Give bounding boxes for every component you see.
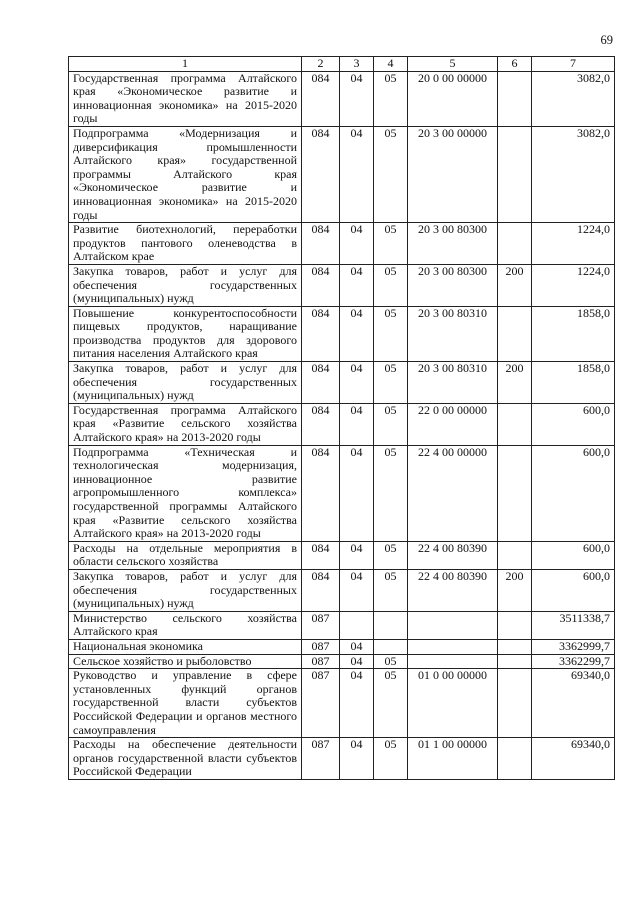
section-cell: 04 xyxy=(340,445,374,541)
row-name-cell: Министерство сельского хозяйства Алтайского края xyxy=(69,611,302,639)
target-article-cell: 22 4 00 80390 xyxy=(408,541,498,569)
row-name-cell: Расходы на обеспечение деятельности органов государственной власти субъектов Российской Федерации xyxy=(69,738,302,780)
target-article-cell xyxy=(408,611,498,639)
subsection-cell: 05 xyxy=(374,223,408,265)
table-row xyxy=(69,403,615,445)
expense-type-cell xyxy=(498,541,532,569)
admin-code-cell: 084 xyxy=(302,362,340,404)
table-body xyxy=(69,71,615,779)
admin-code-cell: 087 xyxy=(302,654,340,669)
admin-code-cell: 087 xyxy=(302,738,340,780)
expense-type-cell xyxy=(498,611,532,639)
target-article-cell: 22 0 00 00000 xyxy=(408,403,498,445)
row-name-cell: Закупка товаров, работ и услуг для обеспечения государственных (муниципальных) нужд xyxy=(69,569,302,611)
expense-type-cell xyxy=(498,403,532,445)
table-row xyxy=(69,223,615,265)
table-row xyxy=(69,126,615,222)
row-name-cell: Подпрограмма «Техническая и технологическая модернизация, инновационное развитие агропромышленного комплекса» государственной программы Алтайского края «Развитие сельского хозяйства Алтайского края» на 2013-2020 годы xyxy=(69,445,302,541)
target-article-cell: 20 0 00 00000 xyxy=(408,71,498,126)
amount-cell: 3082,0 xyxy=(532,126,615,222)
subsection-cell: 05 xyxy=(374,445,408,541)
row-name-cell: Повышение конкурентоспособности пищевых продуктов, наращивание производства продуктов для здорового питания населения Алтайского края xyxy=(69,306,302,361)
subsection-cell: 05 xyxy=(374,541,408,569)
header-cell: 3 xyxy=(340,57,374,72)
amount-cell: 3362299,7 xyxy=(532,654,615,669)
table-row xyxy=(69,445,615,541)
admin-code-cell: 084 xyxy=(302,126,340,222)
amount-cell: 3082,0 xyxy=(532,71,615,126)
expense-type-cell: 200 xyxy=(498,362,532,404)
subsection-cell: 05 xyxy=(374,306,408,361)
table-row xyxy=(69,738,615,780)
amount-cell: 3511338,7 xyxy=(532,611,615,639)
budget-table xyxy=(68,56,615,780)
subsection-cell xyxy=(374,639,408,654)
table-row xyxy=(69,669,615,738)
section-cell: 04 xyxy=(340,71,374,126)
amount-cell: 3362999,7 xyxy=(532,639,615,654)
table-row xyxy=(69,264,615,306)
section-cell: 04 xyxy=(340,669,374,738)
header-cell: 2 xyxy=(302,57,340,72)
target-article-cell: 22 4 00 00000 xyxy=(408,445,498,541)
target-article-cell: 20 3 00 80310 xyxy=(408,362,498,404)
target-article-cell: 20 3 00 80300 xyxy=(408,223,498,265)
subsection-cell: 05 xyxy=(374,362,408,404)
table-row xyxy=(69,611,615,639)
row-name-cell: Руководство и управление в сфере установленных функций органов государственной власти субъектов Российской Федерации и органов местного самоуправления xyxy=(69,669,302,738)
target-article-cell: 01 1 00 00000 xyxy=(408,738,498,780)
section-cell: 04 xyxy=(340,306,374,361)
section-cell xyxy=(340,611,374,639)
row-name-cell: Государственная программа Алтайского края «Экономическое развитие и инновационная экономика» на 2015-2020 годы xyxy=(69,71,302,126)
subsection-cell: 05 xyxy=(374,126,408,222)
header-cell: 7 xyxy=(532,57,615,72)
subsection-cell: 05 xyxy=(374,569,408,611)
amount-cell: 69340,0 xyxy=(532,738,615,780)
target-article-cell: 20 3 00 00000 xyxy=(408,126,498,222)
header-cell: 4 xyxy=(374,57,408,72)
table-row xyxy=(69,306,615,361)
target-article-cell xyxy=(408,639,498,654)
table-row xyxy=(69,71,615,126)
row-name-cell: Расходы на отдельные мероприятия в области сельского хозяйства xyxy=(69,541,302,569)
admin-code-cell: 087 xyxy=(302,611,340,639)
page-number: 69 xyxy=(600,33,613,47)
row-name-cell: Сельское хозяйство и рыболовство xyxy=(69,654,302,669)
admin-code-cell: 084 xyxy=(302,403,340,445)
section-cell: 04 xyxy=(340,569,374,611)
row-name-cell: Закупка товаров, работ и услуг для обеспечения государственных (муниципальных) нужд xyxy=(69,362,302,404)
admin-code-cell: 084 xyxy=(302,71,340,126)
subsection-cell: 05 xyxy=(374,71,408,126)
amount-cell: 1858,0 xyxy=(532,306,615,361)
section-cell: 04 xyxy=(340,654,374,669)
admin-code-cell: 084 xyxy=(302,541,340,569)
target-article-cell xyxy=(408,654,498,669)
expense-type-cell xyxy=(498,71,532,126)
expense-type-cell xyxy=(498,639,532,654)
expense-type-cell: 200 xyxy=(498,264,532,306)
target-article-cell: 20 3 00 80310 xyxy=(408,306,498,361)
section-cell: 04 xyxy=(340,126,374,222)
admin-code-cell: 087 xyxy=(302,639,340,654)
admin-code-cell: 084 xyxy=(302,264,340,306)
subsection-cell xyxy=(374,611,408,639)
section-cell: 04 xyxy=(340,639,374,654)
admin-code-cell: 084 xyxy=(302,223,340,265)
amount-cell: 600,0 xyxy=(532,403,615,445)
header-cell: 1 xyxy=(69,57,302,72)
admin-code-cell: 084 xyxy=(302,445,340,541)
subsection-cell: 05 xyxy=(374,403,408,445)
expense-type-cell xyxy=(498,306,532,361)
table-row xyxy=(69,569,615,611)
header-row xyxy=(69,57,615,72)
amount-cell: 1858,0 xyxy=(532,362,615,404)
expense-type-cell xyxy=(498,223,532,265)
section-cell: 04 xyxy=(340,362,374,404)
table-row xyxy=(69,541,615,569)
admin-code-cell: 084 xyxy=(302,569,340,611)
row-name-cell: Закупка товаров, работ и услуг для обеспечения государственных (муниципальных) нужд xyxy=(69,264,302,306)
expense-type-cell xyxy=(498,654,532,669)
section-cell: 04 xyxy=(340,738,374,780)
amount-cell: 1224,0 xyxy=(532,223,615,265)
subsection-cell: 05 xyxy=(374,654,408,669)
section-cell: 04 xyxy=(340,541,374,569)
expense-type-cell xyxy=(498,669,532,738)
admin-code-cell: 084 xyxy=(302,306,340,361)
row-name-cell: Подпрограмма «Модернизация и диверсификация промышленности Алтайского края» государственной программы Алтайского края «Экономическое развитие и инновационная экономика» на 2015-2020 годы xyxy=(69,126,302,222)
row-name-cell: Национальная экономика xyxy=(69,639,302,654)
table-row xyxy=(69,362,615,404)
expense-type-cell xyxy=(498,126,532,222)
subsection-cell: 05 xyxy=(374,669,408,738)
section-cell: 04 xyxy=(340,403,374,445)
header-cell: 5 xyxy=(408,57,498,72)
amount-cell: 1224,0 xyxy=(532,264,615,306)
table-row xyxy=(69,639,615,654)
section-cell: 04 xyxy=(340,264,374,306)
subsection-cell: 05 xyxy=(374,264,408,306)
expense-type-cell: 200 xyxy=(498,569,532,611)
row-name-cell: Государственная программа Алтайского края «Развитие сельского хозяйства Алтайского края» на 2013-2020 годы xyxy=(69,403,302,445)
target-article-cell: 22 4 00 80390 xyxy=(408,569,498,611)
table-row xyxy=(69,654,615,669)
expense-type-cell xyxy=(498,738,532,780)
admin-code-cell: 087 xyxy=(302,669,340,738)
header-cell: 6 xyxy=(498,57,532,72)
row-name-cell: Развитие биотехнологий, переработки продуктов пантового оленеводства в Алтайском крае xyxy=(69,223,302,265)
amount-cell: 69340,0 xyxy=(532,669,615,738)
section-cell: 04 xyxy=(340,223,374,265)
expense-type-cell xyxy=(498,445,532,541)
amount-cell: 600,0 xyxy=(532,569,615,611)
target-article-cell: 01 0 00 00000 xyxy=(408,669,498,738)
amount-cell: 600,0 xyxy=(532,445,615,541)
target-article-cell: 20 3 00 80300 xyxy=(408,264,498,306)
subsection-cell: 05 xyxy=(374,738,408,780)
amount-cell: 600,0 xyxy=(532,541,615,569)
